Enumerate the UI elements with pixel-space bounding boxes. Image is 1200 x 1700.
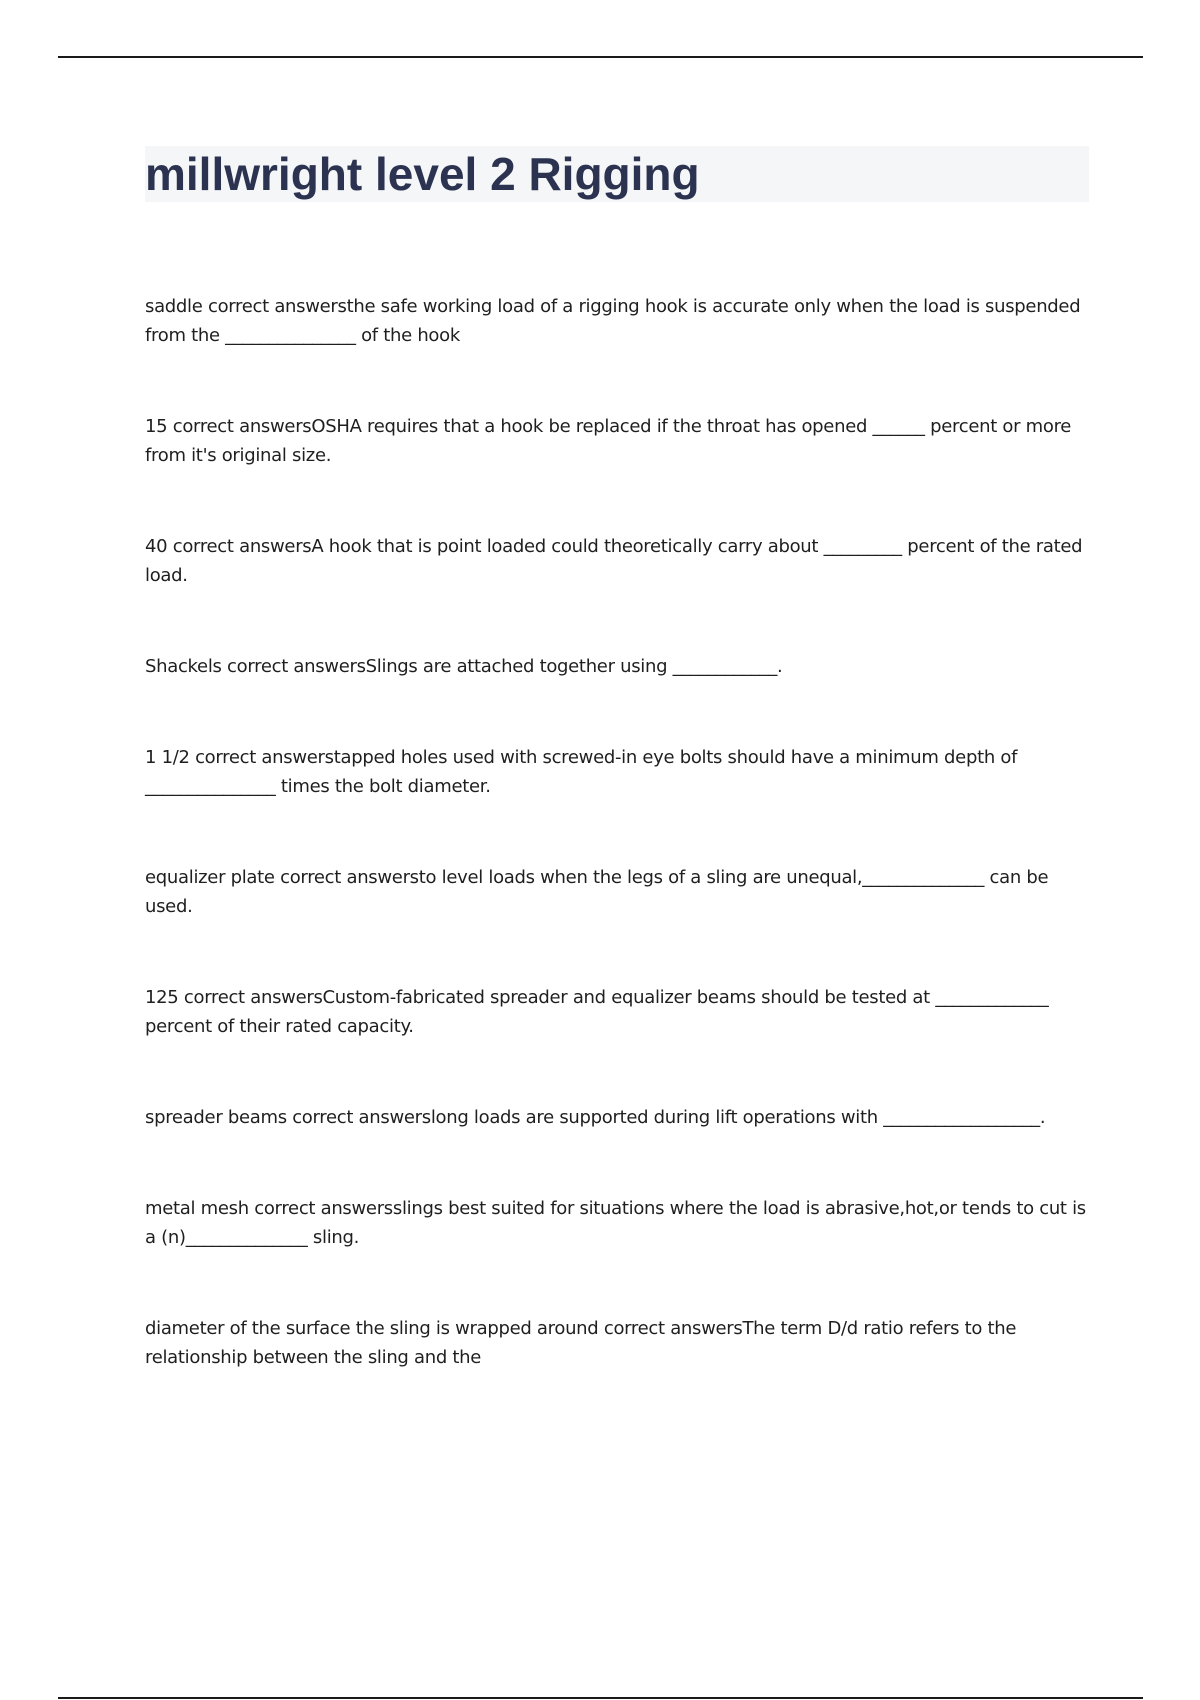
- card-answer: saddle: [145, 296, 203, 317]
- card-separator: correct answers: [221, 656, 366, 677]
- bottom-rule: [58, 1697, 1143, 1699]
- card-question: to level loads when the legs of a sling are unequal,______________ can be used.: [145, 867, 1049, 917]
- card-separator: correct answers: [167, 536, 312, 557]
- flashcard: [145, 1194, 1090, 1252]
- card-answer: 15: [145, 416, 168, 437]
- card-separator: correct answers: [189, 747, 334, 768]
- card-question: slings best suited for situations where the load is abrasive,hot,or tends to cut is a (n)______________ sling.: [145, 1198, 1086, 1248]
- card-separator: correct answers: [178, 987, 323, 1008]
- card-separator: correct answers: [274, 867, 419, 888]
- card-separator: correct answers: [167, 416, 312, 437]
- card-question: OSHA requires that a hook be replaced if the throat has opened ______ percent or more from it's original size.: [145, 416, 1072, 466]
- card-separator: correct answers: [202, 296, 347, 317]
- flashcard: [145, 292, 1090, 350]
- card-separator: correct answers: [598, 1318, 743, 1339]
- card-answer: 1 1/2: [145, 747, 190, 768]
- card-separator: correct answers: [286, 1107, 431, 1128]
- card-answer: spreader beams: [145, 1107, 287, 1128]
- card-question: tapped holes used with screwed-in eye bolts should have a minimum depth of _______________ times the bolt diameter.: [145, 747, 1018, 797]
- top-rule: [58, 56, 1143, 58]
- flashcard: [145, 1314, 1090, 1372]
- card-question: the safe working load of a rigging hook is accurate only when the load is suspended from the _______________ of the hook: [145, 296, 1081, 346]
- card-answer: metal mesh: [145, 1198, 249, 1219]
- flashcard: [145, 983, 1090, 1041]
- card-separator: correct answers: [248, 1198, 393, 1219]
- card-question: Slings are attached together using ____________.: [365, 656, 783, 677]
- flashcard-list: [145, 292, 1090, 1434]
- card-question: The term D/d ratio refers to the relationship between the sling and the: [145, 1318, 1017, 1368]
- card-question: long loads are supported during lift operations with __________________.: [430, 1107, 1046, 1128]
- flashcard: [145, 1103, 1090, 1132]
- card-answer: diameter of the surface the sling is wrapped around: [145, 1318, 599, 1339]
- card-answer: equalizer plate: [145, 867, 275, 888]
- card-answer: Shackels: [145, 656, 222, 677]
- flashcard: [145, 652, 1090, 681]
- card-question: Custom-fabricated spreader and equalizer beams should be tested at _____________ percent of their rated capacity.: [145, 987, 1049, 1037]
- flashcard: [145, 863, 1090, 921]
- card-answer: 40: [145, 536, 168, 557]
- flashcard: [145, 412, 1090, 470]
- flashcard: [145, 743, 1090, 801]
- card-question: A hook that is point loaded could theoretically carry about _________ percent of the rated load.: [145, 536, 1083, 586]
- flashcard: [145, 532, 1090, 590]
- page-title: millwright level 2 Rigging: [145, 148, 700, 200]
- card-answer: 125: [145, 987, 179, 1008]
